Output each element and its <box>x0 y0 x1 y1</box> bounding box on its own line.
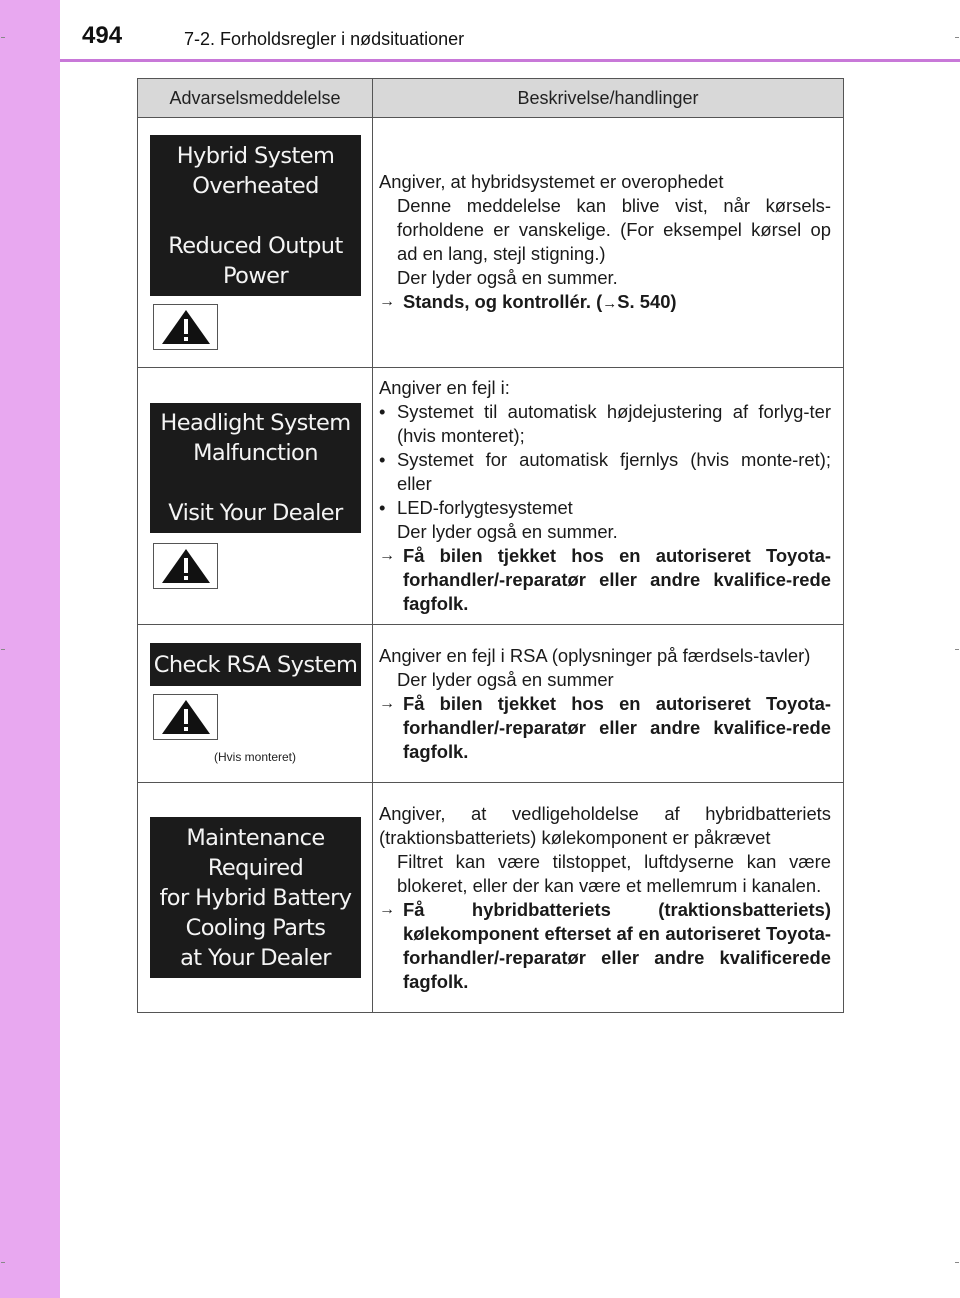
description-intro: Angiver, at hybridsystemet er overophedet <box>379 170 724 192</box>
warning-display <box>150 817 361 978</box>
list-item-text: LED-forlygtesystemet <box>397 497 573 518</box>
description-intro: Angiver, at vedligeholdelse af hybridbatteriets (traktionsbatteriets) kølekomponent er påkrævet <box>379 802 831 848</box>
arrow-right-icon: → <box>379 694 395 712</box>
description-cell <box>373 118 844 368</box>
display-line: for Hybrid Battery <box>159 884 352 911</box>
description-text: Der lyder også en summer. <box>397 266 618 288</box>
header-rule <box>60 59 960 62</box>
warning-display <box>150 135 361 296</box>
table-row <box>138 625 844 783</box>
table-row <box>138 368 844 625</box>
table-row <box>138 783 844 1013</box>
action-text: Få bilen tjekket hos en autoriseret Toyota-forhandler/-reparatør eller andre kvalifice-rede fagfolk. <box>403 692 831 762</box>
arrow-right-icon: → <box>379 292 395 310</box>
page-number: 494 <box>82 22 123 49</box>
warning-message-table <box>137 78 844 1013</box>
description-text: Filtret kan være tilstoppet, luftdyserne kan være blokeret, eller der kan være et mellemrum i kanalen. <box>397 850 831 896</box>
section-title: 7-2. Forholdsregler i nødsituationer <box>184 29 465 49</box>
display-line: Check RSA System <box>153 651 358 678</box>
warning-triangle-icon <box>153 543 218 589</box>
message-cell <box>138 783 373 1013</box>
arrow-right-icon: → <box>602 294 618 312</box>
action-text: Få bilen tjekket hos en autoriseret Toyota-forhandler/-reparatør eller andre kvalifice-rede fagfolk. <box>403 545 831 614</box>
list-item: • Systemet til automatisk højdejustering af forlyg-ter (hvis monteret); <box>379 401 831 446</box>
description-text: Der lyder også en summer <box>397 668 614 690</box>
list-item: • Systemet for automatisk fjernlys (hvis monte-ret); eller <box>379 449 831 494</box>
arrow-right-icon: → <box>379 547 395 564</box>
arrow-right-icon: → <box>379 900 395 918</box>
list-item: • LED-forlygtesystemet <box>379 497 573 518</box>
description-intro: Angiver en fejl i: <box>379 377 510 398</box>
action-item <box>379 290 831 316</box>
action-reference: S. 540) <box>617 290 677 312</box>
display-line: Power <box>222 262 289 289</box>
display-line: Overheated <box>192 172 319 199</box>
display-line: Cooling Parts <box>185 914 326 941</box>
crop-mark <box>1 37 5 38</box>
display-line: Visit Your Dealer <box>168 500 343 526</box>
description-text: Denne meddelelse kan blive vist, når kørsels-forholdene er vanskelige. (For eksempel kørsel op ad en lang, stejl stigning.) <box>397 194 831 264</box>
display-line: Maintenance <box>186 824 325 851</box>
crop-mark <box>1 1262 5 1263</box>
action-text: Få hybridbatteriets (traktionsbatteriets) kølekomponent efterset af en autoriseret Toyota-forhandler/-reparatør eller andre kvalificerede fagfolk. <box>403 898 831 992</box>
warning-triangle-icon <box>153 304 218 350</box>
description-cell <box>373 625 844 783</box>
warning-display <box>150 643 361 686</box>
display-line: Reduced Output <box>168 232 343 259</box>
display-line: Required <box>207 854 304 881</box>
crop-mark <box>955 1262 959 1263</box>
crop-mark <box>1 649 5 650</box>
action-item <box>379 898 831 994</box>
action-text: Stands, og kontrollér. ( <box>403 290 603 312</box>
message-cell <box>138 368 373 625</box>
table-header-row <box>138 79 844 118</box>
description-intro: Angiver en fejl i RSA (oplysninger på færdsels-tavler) <box>379 644 811 666</box>
action-item <box>379 692 831 764</box>
message-cell <box>138 625 373 783</box>
description-cell <box>373 368 844 625</box>
action-item <box>379 544 831 616</box>
crop-mark <box>955 649 959 650</box>
list-item-text: Systemet for automatisk fjernlys (hvis monte-ret); eller <box>397 449 831 494</box>
display-line: Hybrid System <box>176 142 335 169</box>
side-bar <box>0 0 60 1298</box>
column-header-message: Advarselsmeddelelse <box>138 79 373 118</box>
warning-display <box>150 403 361 533</box>
description-text: Der lyder også en summer. <box>397 521 618 542</box>
display-line: Malfunction <box>193 440 318 466</box>
message-cell <box>138 118 373 368</box>
list-item-text: Systemet til automatisk højdejustering af forlyg-ter (hvis monteret); <box>397 401 831 446</box>
image-caption: (Hvis monteret) <box>213 750 296 764</box>
display-line: Headlight System <box>160 410 351 436</box>
display-line: at Your Dealer <box>180 944 331 971</box>
column-header-description: Beskrivelse/handlinger <box>373 79 844 118</box>
description-cell <box>373 783 844 1013</box>
warning-triangle-icon <box>153 694 218 740</box>
crop-mark <box>955 37 959 38</box>
table-row <box>138 118 844 368</box>
